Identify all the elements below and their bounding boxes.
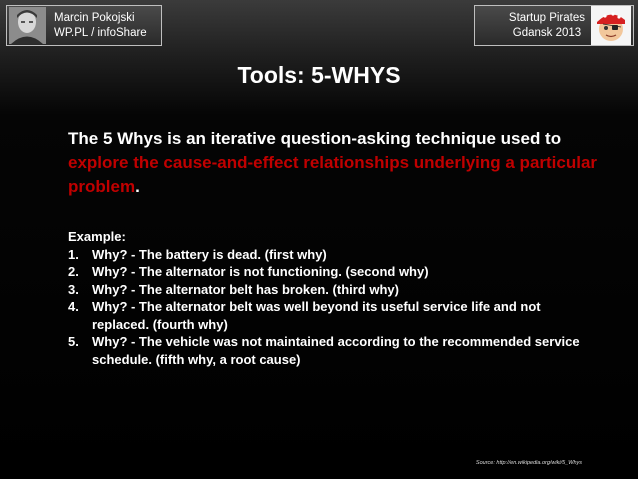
why-item-5 [68,333,598,368]
why-item-1 [68,246,598,264]
event-info [509,11,585,41]
event-box [474,5,634,46]
author-info [54,11,147,41]
why-text: Why? - The alternator is not functioning. (second why) [92,264,429,279]
pirate-logo-icon [591,6,631,45]
why-item-4 [68,298,598,333]
intro-end: . [135,177,140,196]
author-name: Marcin Pokojski [54,11,135,24]
why-text: Why? - The battery is dead. (first why) [92,246,327,262]
intro-text: The 5 Whys is an iterative question-asking technique used to [68,129,562,148]
why-number: 1. [68,246,79,262]
event-name: Startup Pirates [508,11,585,24]
author-org: WP.PL / infoShare [54,26,147,39]
why-number: 4. [68,299,79,314]
example-label: Example: [68,229,126,244]
why-text: Why? - The alternator belt was well beyond its useful service life and not replaced. (fourth why) [92,299,541,332]
why-text: Why? - The vehicle was not maintained according to the recommended service schedule. (fifth why, a root cause) [92,334,580,367]
whys-list [68,246,598,369]
why-item-3 [68,281,598,299]
event-location: Gdansk 2013 [512,26,582,39]
source-citation: Source: http://en.wikipedia.org/wiki/5_Whys [475,460,582,466]
author-box [6,5,162,46]
why-item-2 [68,263,598,281]
intro-highlight: explore the cause-and-effect relationships underlying a particular problem [68,153,598,196]
example-section [68,228,598,368]
author-photo [9,7,46,44]
intro-paragraph [68,127,598,199]
why-number: 2. [68,264,79,279]
why-text: Why? - The alternator belt has broken. (third why) [92,281,399,297]
why-number: 3. [68,281,79,297]
why-number: 5. [68,334,79,349]
slide-title: Tools: 5-WHYS [237,62,401,88]
